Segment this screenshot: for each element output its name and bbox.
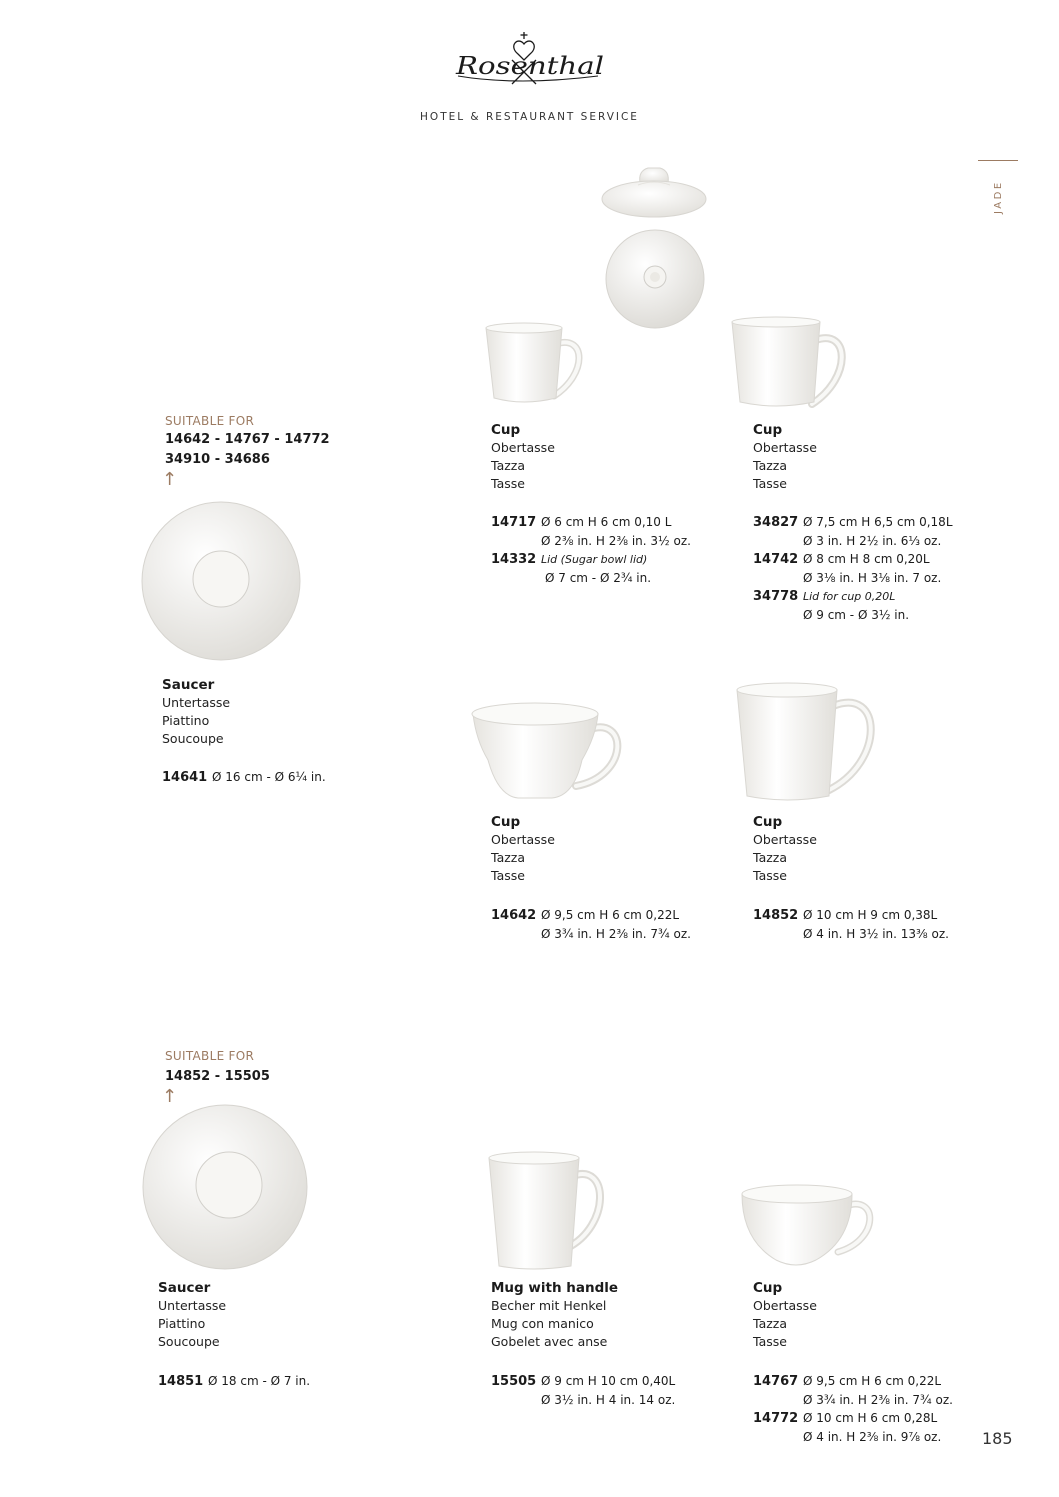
product-name-de: Untertasse [158, 1298, 227, 1313]
product-name-de: Obertasse [753, 440, 817, 455]
product-name: Cup [491, 422, 521, 438]
product-name: Cup [753, 422, 783, 438]
side-tab [985, 178, 1015, 218]
suitable-for-codes [165, 430, 330, 470]
cup-e-image [740, 1182, 880, 1276]
product-name-it: Tazza [491, 850, 526, 865]
article-spec: Ø 9 cm H 10 cm 0,40L [541, 1374, 676, 1388]
product-name-it: Piattino [158, 1316, 206, 1331]
article-code: 14742 [753, 552, 799, 567]
article-spec-imperial: Ø 4 in. H 3½ in. 13⅜ oz. [803, 927, 949, 941]
lid-side-image [600, 155, 710, 224]
product-name-fr: Soucoupe [162, 731, 224, 746]
spec-cup-b [753, 513, 953, 624]
product-name-fr: Tasse [491, 868, 525, 883]
article-spec: Lid (Sugar bowl lid) [541, 553, 648, 566]
article-spec-imperial: Ø 2⅜ in. H 2⅜ in. 3½ oz. [541, 534, 691, 548]
lid-top-image [603, 227, 707, 335]
product-name-de: Becher mit Henkel [491, 1298, 607, 1313]
product-name-it: Mug con manico [491, 1316, 594, 1331]
product-name-de: Obertasse [491, 832, 555, 847]
article-spec: Ø 9,5 cm H 6 cm 0,22L [803, 1374, 942, 1388]
article-spec-imperial: Ø 4 in. H 2⅜ in. 9⅞ oz. [803, 1430, 942, 1444]
article-code: 14642 [491, 908, 537, 923]
article-spec: Ø 18 cm - Ø 7 in. [208, 1374, 311, 1388]
product-name-fr: Tasse [753, 1334, 787, 1349]
spec-cup-e [753, 1372, 953, 1446]
product-name-fr: Gobelet avec anse [491, 1334, 608, 1349]
spec-mug [491, 1372, 675, 1409]
product-name-de: Obertasse [491, 440, 555, 455]
product-name-it: Tazza [753, 1316, 788, 1331]
article-code: 14852 [753, 908, 799, 923]
article-code: 14641 [162, 770, 208, 785]
product-saucer-2 [158, 1279, 226, 1351]
side-tab-line [978, 160, 1018, 161]
product-cup-b [753, 421, 817, 493]
article-spec: Ø 10 cm H 6 cm 0,28L [803, 1411, 938, 1425]
article-spec-imperial: Ø 3¾ in. H 2⅜ in. 7¾ oz. [803, 1393, 953, 1407]
product-cup-d [753, 813, 817, 885]
product-name: Cup [753, 814, 783, 830]
saucer-2-image [141, 1103, 311, 1277]
product-name-fr: Soucoupe [158, 1334, 220, 1349]
article-code: 14717 [491, 515, 537, 530]
mug-image [487, 1150, 612, 1276]
product-name-it: Tazza [753, 850, 788, 865]
cup-a-image [484, 322, 594, 411]
saucer-1-image [140, 500, 302, 666]
product-name: Cup [491, 814, 521, 830]
product-name: Saucer [158, 1280, 211, 1296]
cup-d-image [733, 680, 888, 809]
header-subtitle: HOTEL & RESTAURANT SERVICE [420, 111, 639, 123]
arrow-up-icon: ↑ [162, 469, 178, 490]
article-spec-imperial: Ø 3½ in. H 4 in. 14 oz. [541, 1393, 676, 1407]
arrow-up-icon: ↑ [162, 1086, 178, 1107]
product-name: Cup [753, 1280, 783, 1296]
product-name-it: Tazza [491, 458, 526, 473]
article-code: 34778 [753, 589, 799, 604]
suitable-for-codes: 14852 - 15505 [165, 1069, 270, 1084]
suitable-codes-line: 14642 - 14767 - 14772 [165, 432, 330, 447]
product-name-it: Tazza [753, 458, 788, 473]
article-code: 14772 [753, 1411, 799, 1426]
cup-c-image [470, 700, 635, 809]
spec-saucer-2 [158, 1372, 310, 1391]
brand-wordmark: Rosenthal [454, 52, 604, 80]
rosenthal-logo [440, 30, 620, 100]
article-spec: Ø 9,5 cm H 6 cm 0,22L [541, 908, 680, 922]
article-spec-imperial: Ø 7 cm - Ø 2¾ in. [545, 571, 652, 585]
article-spec-imperial: Ø 3¾ in. H 2⅜ in. 7¾ oz. [541, 927, 691, 941]
article-spec: Lid for cup 0,20L [803, 590, 896, 603]
article-code: 14767 [753, 1374, 799, 1389]
article-code: 14332 [491, 552, 537, 567]
product-name-fr: Tasse [753, 476, 787, 491]
product-name-fr: Tasse [753, 868, 787, 883]
product-name-de: Untertasse [162, 695, 231, 710]
product-name: Saucer [162, 677, 215, 693]
article-spec: Ø 6 cm H 6 cm 0,10 L [541, 515, 672, 529]
product-name-de: Obertasse [753, 832, 817, 847]
page-number: 185 [982, 1429, 1013, 1448]
product-cup-c [491, 813, 555, 885]
article-spec: Ø 8 cm H 8 cm 0,20L [803, 552, 930, 566]
product-name: Mug with handle [491, 1280, 619, 1296]
product-name-de: Obertasse [753, 1298, 817, 1313]
side-tab-label: JADE [993, 180, 1004, 214]
article-code: 15505 [491, 1374, 537, 1389]
product-mug [491, 1279, 618, 1351]
product-name-it: Piattino [162, 713, 210, 728]
product-cup-a [491, 421, 555, 493]
product-saucer-1 [162, 676, 230, 748]
cup-b-image [730, 316, 855, 415]
suitable-codes-line: 34910 - 34686 [165, 452, 270, 467]
article-code: 14851 [158, 1374, 204, 1389]
article-spec: Ø 10 cm H 9 cm 0,38L [803, 908, 938, 922]
spec-cup-a [491, 513, 691, 587]
product-cup-e [753, 1279, 817, 1351]
article-spec-imperial: Ø 3⅛ in. H 3⅛ in. 7 oz. [803, 571, 942, 585]
article-spec: Ø 16 cm - Ø 6¼ in. [212, 770, 326, 784]
product-name-fr: Tasse [491, 476, 525, 491]
article-spec-imperial: Ø 9 cm - Ø 3½ in. [803, 608, 910, 622]
article-spec-imperial: Ø 3 in. H 2½ in. 6⅓ oz. [803, 534, 942, 548]
article-spec: Ø 7,5 cm H 6,5 cm 0,18L [803, 515, 953, 529]
article-code: 34827 [753, 515, 799, 530]
spec-cup-d [753, 906, 949, 943]
suitable-for-label: SUITABLE FOR [165, 414, 255, 428]
spec-cup-c [491, 906, 691, 943]
spec-saucer-1 [162, 768, 326, 787]
suitable-for-label: SUITABLE FOR [165, 1049, 255, 1063]
